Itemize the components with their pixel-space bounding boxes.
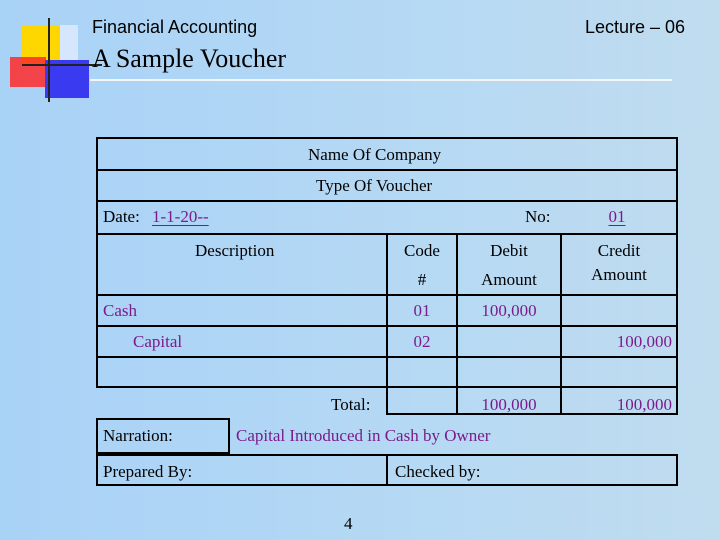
row-cash-description: Cash <box>103 301 137 320</box>
lecture-number: Lecture – 06 <box>585 17 686 37</box>
col-code-hash: # <box>417 270 427 289</box>
row-cash-code: 01 <box>413 301 431 320</box>
narration-text: Capital Introduced in Cash by Owner <box>236 426 491 445</box>
row-cash-debit: 100,000 <box>481 301 537 320</box>
logo-red-square <box>10 57 46 87</box>
prepared-by-label: Prepared By: <box>103 462 193 481</box>
narration-label: Narration: <box>103 426 173 445</box>
logo-white-square <box>60 25 78 63</box>
voucher-no-value: 01 <box>608 207 626 226</box>
date-value: 1-1-20-- <box>152 207 209 226</box>
page-number: 4 <box>344 514 353 533</box>
date-label: Date: <box>103 207 140 226</box>
slide-title: A Sample Voucher <box>92 44 287 73</box>
row-capital-description: Capital <box>133 332 183 351</box>
voucher-type: Type Of Voucher <box>316 176 433 195</box>
total-label: Total: <box>331 395 371 414</box>
voucher-no-label: No: <box>525 207 551 226</box>
col-code-header: Code <box>404 241 440 260</box>
checked-by-label: Checked by: <box>395 462 481 481</box>
col-credit-header: Credit <box>597 241 641 260</box>
total-credit: 100,000 <box>616 395 672 414</box>
col-debit-header: Debit <box>490 241 528 260</box>
logo-vertical-line <box>48 18 50 102</box>
total-debit: 100,000 <box>481 395 537 414</box>
col-description-header: Description <box>195 241 275 260</box>
col-credit-amount: Amount <box>591 265 647 284</box>
logo-horizontal-line <box>22 64 102 66</box>
title-underline-rule <box>90 79 672 81</box>
company-name: Name Of Company <box>308 145 442 164</box>
row-capital-code: 02 <box>413 332 431 351</box>
row-capital-credit: 100,000 <box>616 332 672 351</box>
course-title: Financial Accounting <box>92 17 258 37</box>
col-debit-amount: Amount <box>481 270 537 289</box>
